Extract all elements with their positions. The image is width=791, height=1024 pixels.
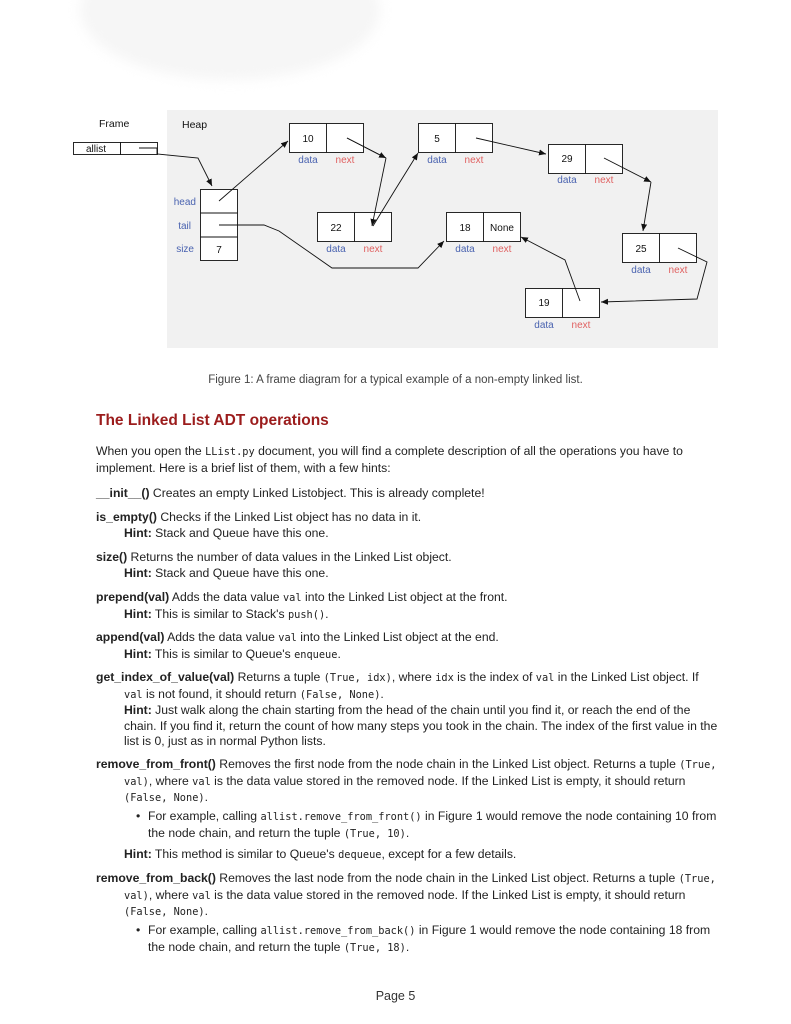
svg-text:next: next — [571, 320, 591, 331]
op-is-empty: is_empty() Checks if the Linked List object has no data in it. Hint: Stack and Queue have this one. — [96, 510, 422, 540]
op-init: __init__() Creates an empty Linked Listobject. This is already complete! — [96, 486, 485, 500]
svg-text:data: data — [631, 265, 651, 276]
section-heading: The Linked List ADT operations — [96, 412, 329, 429]
svg-text:next: next — [335, 155, 355, 166]
remove-front-example: • For example, calling allist.remove_from_front() in Figure 1 would remove the node containing 10 from the node chain, and return the tuple (True, 10). — [136, 809, 717, 840]
svg-text:29: 29 — [561, 154, 573, 165]
intro-paragraph: When you open the LList.py document, you will find a complete description of all the operations you have to implement. Here is a brief list of them, with a few hints: — [96, 444, 683, 475]
op-size: size() Returns the number of data values in the Linked List object. Hint: Stack and Queue have this one. — [96, 550, 452, 580]
svg-text:next: next — [492, 244, 512, 255]
svg-text:22: 22 — [330, 223, 342, 234]
op-append: append(val) Adds the data value val into the Linked List object at the end. Hint: This is similar to Queue's enqueue. — [96, 630, 499, 661]
svg-text:next: next — [594, 175, 614, 186]
svg-text:next: next — [464, 155, 484, 166]
figure-caption: Figure 1: A frame diagram for a typical example of a non-empty linked list. — [208, 374, 583, 386]
svg-text:18: 18 — [459, 223, 471, 234]
svg-text:next: next — [668, 265, 688, 276]
size-value: 7 — [216, 245, 222, 256]
frame-label: Frame — [99, 118, 130, 130]
svg-text:data: data — [427, 155, 447, 166]
remove-back-example: • For example, calling allist.remove_from_back() in Figure 1 would remove the node containing 18 from the node chain, and return the tuple (True, 18). — [136, 923, 711, 954]
svg-text:data: data — [298, 155, 318, 166]
remove-front-hint: Hint: This method is similar to Queue's dequeue, except for a few details. — [124, 847, 517, 861]
svg-text:25: 25 — [635, 244, 647, 255]
frame-diagram — [0, 0, 791, 360]
svg-text:data: data — [326, 244, 346, 255]
op-remove-from-front: remove_from_front() Removes the first node from the node chain in the Linked List object. Returns a tuple (True, val), where val is the data value stored in the removed node. If the Linked List is empty, it should return (False, None). — [96, 757, 717, 805]
page-number: Page 5 — [375, 989, 416, 1003]
op-remove-from-back: remove_from_back() Removes the last node from the node chain in the Linked List object. Returns a tuple (True, val), where val is the data value stored in the removed node. If the Linked List is empty, it should return (False, None). — [96, 871, 716, 919]
svg-text:19: 19 — [538, 298, 550, 309]
svg-text:5: 5 — [434, 134, 440, 145]
var-allist-ref — [121, 143, 158, 155]
tail-label: tail — [178, 221, 191, 232]
head-label: head — [173, 197, 196, 208]
svg-text:10: 10 — [302, 134, 314, 145]
op-prepend: prepend(val) Adds the data value val into the Linked List object at the front. Hint: This is similar to Stack's push(). — [96, 590, 508, 621]
op-get-index-of-value: get_index_of_value(val) Returns a tuple (True, idx), where idx is the index of val in the Linked List object. If val is not found, it should return (False, None). Hint: Just walk along the chain starting from the head of the chain until you find it, or reach the end of the chain. If you find it, return the count of how many steps you took in the chain. The index of the first value in the list is 0, just as in normal Python lists. — [96, 670, 718, 749]
size-label: size — [176, 244, 194, 255]
svg-text:next: next — [363, 244, 383, 255]
svg-text:data: data — [534, 320, 554, 331]
svg-text:data: data — [455, 244, 475, 255]
heap-label: Heap — [182, 119, 208, 131]
var-allist-name: allist — [86, 144, 107, 155]
none-value: None — [490, 223, 514, 234]
svg-text:data: data — [557, 175, 577, 186]
